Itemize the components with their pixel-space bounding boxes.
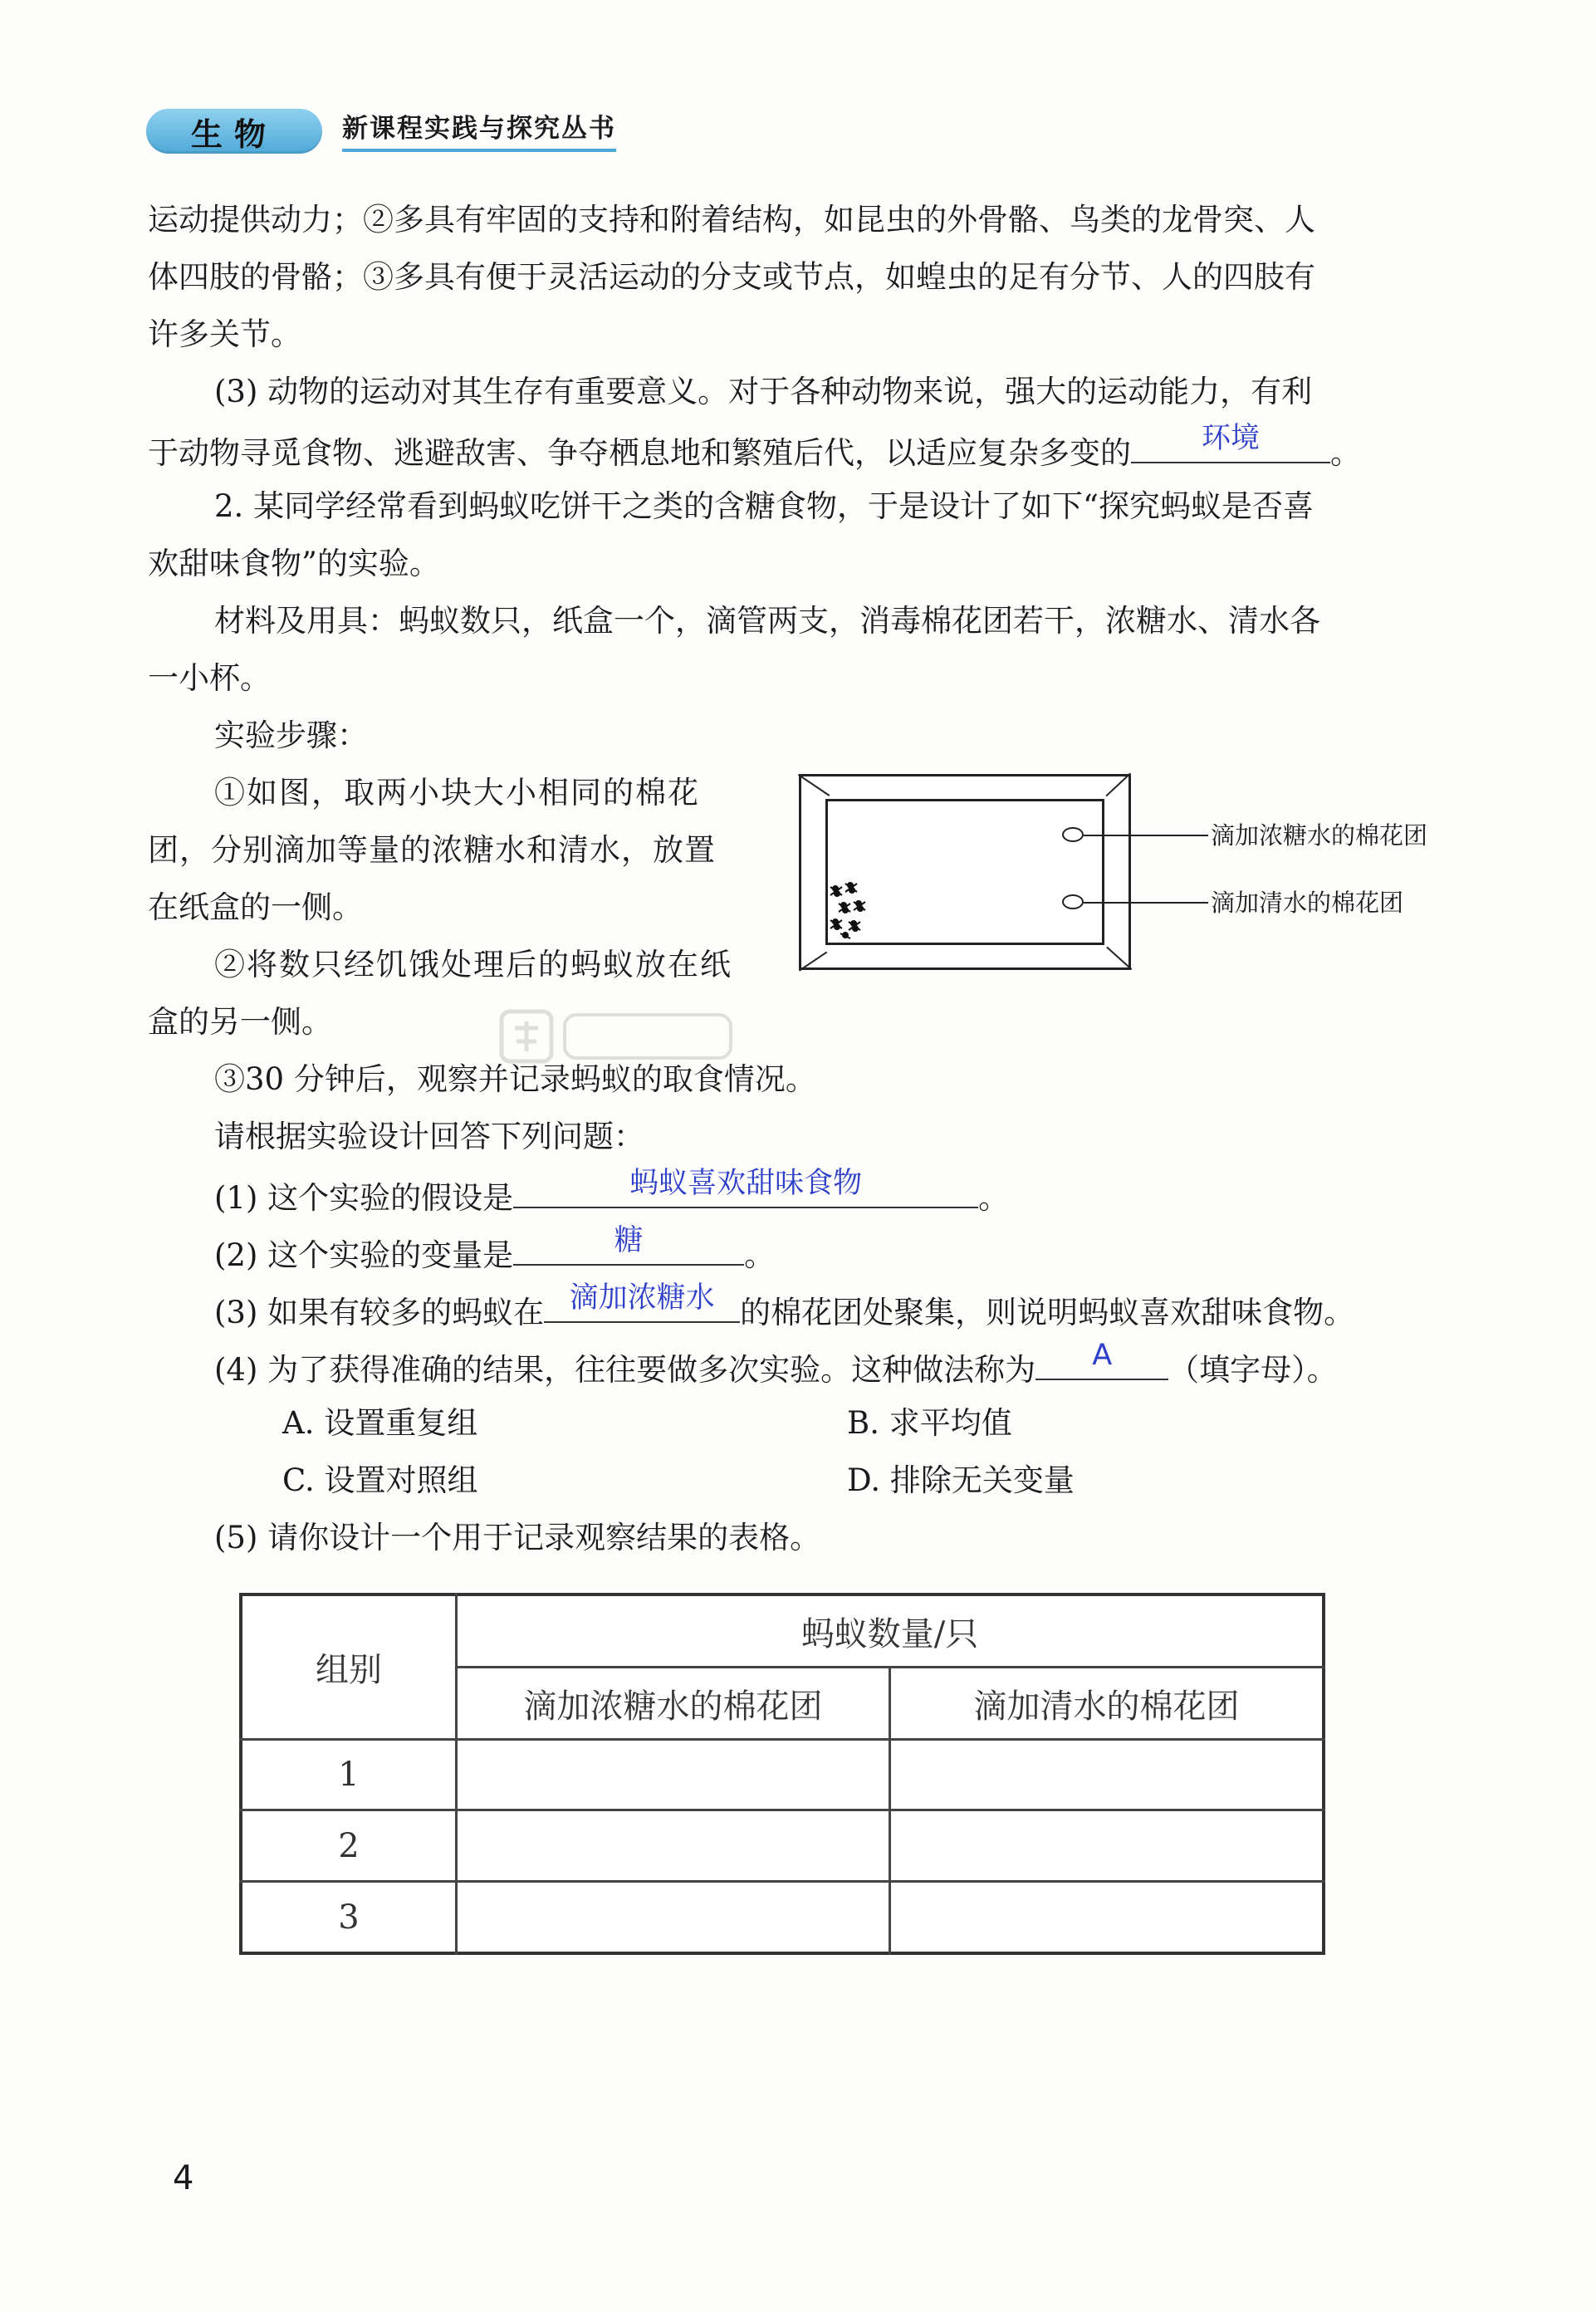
text-line — [148, 422, 1361, 474]
answer-blank — [544, 1281, 740, 1323]
option-a: A. 设置重复组 — [282, 1405, 478, 1441]
page-header — [146, 108, 616, 154]
series-title: 新课程实践与探究丛书 — [342, 110, 616, 152]
leader-line-sugar — [1084, 835, 1208, 836]
text-line: 材料及用具：蚂蚁数只，纸盒一个，滴管两支，消毒棉花团若干，浓糖水、清水各 — [214, 603, 1320, 639]
text-line: 一小杯。 — [148, 660, 271, 696]
page-number: 4 — [173, 2159, 194, 2197]
period: 。 — [744, 1237, 776, 1273]
text-line: 在纸盒的一侧。 — [148, 889, 363, 925]
leader-line-water — [1084, 902, 1208, 904]
text-line: 2. 某同学经常看到蚂蚁吃饼干之类的含糖食物，于是设计了如下“探究蚂蚁是否喜 — [214, 488, 1314, 524]
table-subheader-sugar: 滴加浓糖水的棉花团 — [523, 1687, 823, 1726]
text-line: 盒的另一侧。 — [148, 1004, 332, 1040]
question-2 — [214, 1224, 776, 1276]
table-header-group: 组别 — [316, 1651, 382, 1689]
text-line: (3) 动物的运动对其生存有重要意义。对于各种动物来说，强大的运动能力，有利 — [214, 374, 1313, 409]
question-5: (5) 请你设计一个用于记录观察结果的表格。 — [214, 1520, 821, 1555]
option-b: B. 求平均值 — [847, 1405, 1012, 1441]
question-1-text: (1) 这个实验的假设是 — [214, 1180, 514, 1216]
table-header-count: 蚂蚁数量/只 — [800, 1614, 979, 1653]
option-c: C. 设置对照组 — [282, 1462, 478, 1498]
table-row-label: 1 — [338, 1756, 360, 1794]
text-line: ①如图，取两小块大小相同的棉花 — [214, 775, 700, 811]
option-d: D. 排除无关变量 — [847, 1462, 1075, 1498]
question-3-text: (3) 如果有较多的蚂蚁在 — [214, 1295, 545, 1330]
question-4-suffix: （填字母）。 — [1168, 1352, 1338, 1388]
text-line: 体四肢的骨骼；③多具有便于灵活运动的分支或节点，如蝗虫的足有分节、人的四肢有 — [148, 259, 1315, 295]
answer-blank — [513, 1224, 744, 1266]
period: 。 — [978, 1180, 1010, 1216]
cotton-ball-sugar — [1062, 827, 1084, 842]
handwritten-answer: 环境 — [1201, 422, 1260, 455]
watermark-logo — [498, 1003, 739, 1070]
label-water-cotton: 滴加清水的棉花团 — [1211, 889, 1404, 917]
question-3 — [214, 1281, 1355, 1334]
text-line: 请根据实验设计回答下列问题： — [214, 1119, 644, 1154]
ants-icon — [825, 877, 875, 943]
question-4-text: (4) 为了获得准确的结果，往往要做多次实验。这种做法称为 — [214, 1352, 1036, 1388]
question-3-suffix: 的棉花团处聚集，则说明蚂蚁喜欢甜味食物。 — [740, 1295, 1355, 1330]
answer-blank — [1131, 422, 1330, 463]
question-4 — [214, 1339, 1338, 1391]
handwritten-answer: 滴加浓糖水 — [569, 1281, 715, 1315]
period: 。 — [1330, 435, 1361, 471]
subject-badge: 生物 — [146, 109, 322, 154]
text-line: 运动提供动力；②多具有牢固的支持和附着结构，如昆虫的外骨骼、鸟类的龙骨突、人 — [148, 202, 1315, 238]
question-1 — [214, 1167, 1010, 1219]
text-line: 许多关节。 — [148, 316, 301, 352]
text-line: 欢甜味食物”的实验。 — [148, 546, 440, 581]
table-row-label: 3 — [338, 1898, 360, 1937]
handwritten-answer: 糖 — [614, 1224, 644, 1257]
answer-blank — [1035, 1339, 1168, 1380]
table-row-label: 2 — [338, 1826, 360, 1865]
table-subheader-water: 滴加清水的棉花团 — [973, 1687, 1240, 1726]
label-sugar-cotton: 滴加浓糖水的棉花团 — [1211, 821, 1428, 850]
question-2-text: (2) 这个实验的变量是 — [214, 1237, 514, 1273]
answer-blank — [513, 1167, 978, 1208]
cotton-ball-water — [1062, 894, 1084, 909]
text-line: 团，分别滴加等量的浓糖水和清水，放置 — [148, 832, 716, 868]
text-line: ③30 分钟后，观察并记录蚂蚁的取食情况。 — [214, 1061, 816, 1097]
text-segment: 于动物寻觅食物、逃避敌害、争夺栖息地和繁殖后代，以适应复杂多变的 — [148, 435, 1131, 471]
text-line: ②将数只经饥饿处理后的蚂蚁放在纸 — [214, 947, 732, 982]
handwritten-answer: 蚂蚁喜欢甜味食物 — [629, 1167, 863, 1200]
handwritten-answer: A — [1092, 1339, 1113, 1372]
text-line: 实验步骤： — [214, 718, 368, 753]
